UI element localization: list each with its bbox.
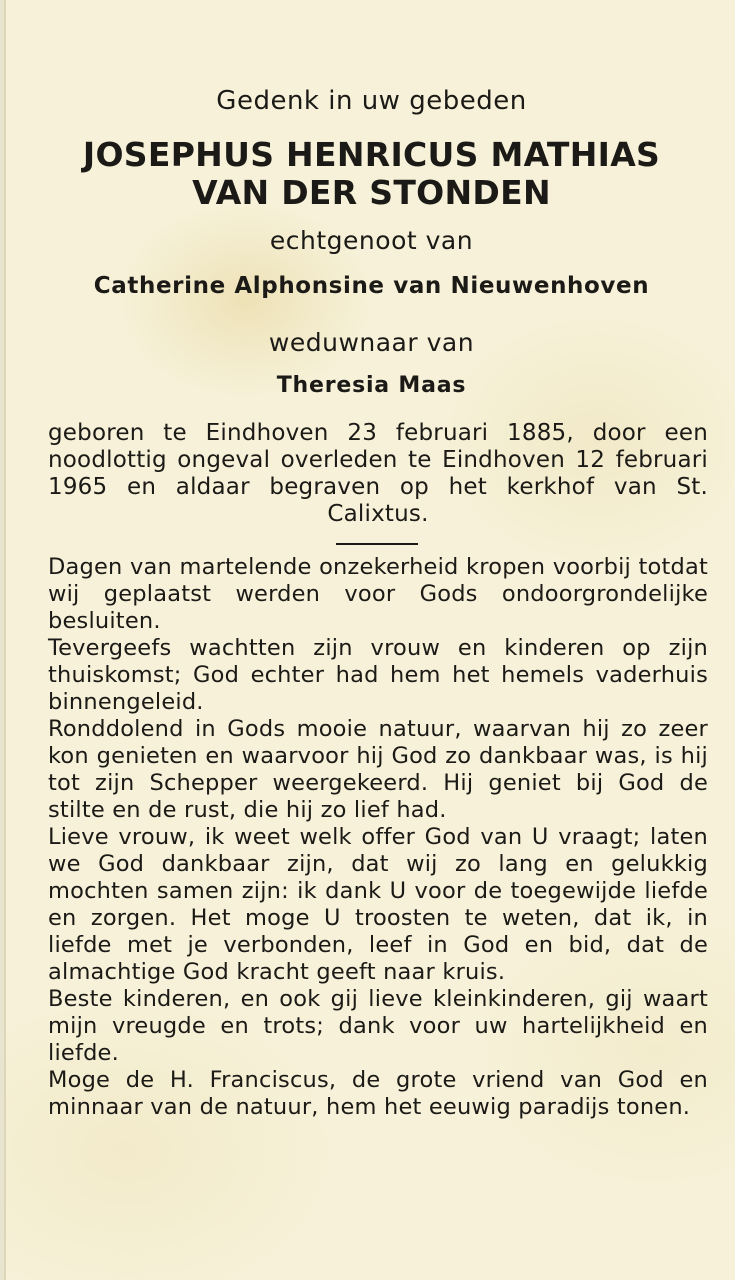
paragraph: Beste kinderen, en ook gij lieve kleinkinderen, gij waart mijn vreugde en trots; dank voor uw hartelijkheid en liefde. xyxy=(48,986,708,1066)
widower-label: weduwnaar van xyxy=(268,328,475,357)
divider-line xyxy=(336,543,418,545)
spouse-name: Catherine Alphonsine van Nieuwenhoven xyxy=(93,273,650,299)
spouse-label: echtgenoot van xyxy=(269,226,474,255)
previous-spouse-name: Theresia Maas xyxy=(276,373,467,398)
deceased-name xyxy=(6,136,735,212)
memorial-text xyxy=(48,554,708,1121)
intro-text: Gedenk in uw gebeden xyxy=(216,86,527,116)
paragraph: Tevergeefs wachtten zijn vrouw en kinderen op zijn thuiskomst; God echter had hem het hemels vaderhuis binnengeleid. xyxy=(48,635,708,715)
memorial-card xyxy=(4,0,735,1280)
paragraph: Dagen van martelende onzekerheid kropen voorbij totdat wij geplaatst werden voor Gods ondoorgrondelijke besluiten. xyxy=(48,554,708,634)
paragraph: Moge de H. Franciscus, de grote vriend van God en minnaar van de natuur, hem het eeuwig paradijs tonen. xyxy=(48,1067,708,1120)
deceased-name-line-2: VAN DER STONDEN xyxy=(192,173,551,212)
biography: geboren te Eindhoven 23 februari 1885, door een noodlottig ongeval overleden te Eindhoven 12 februari 1965 en aldaar begraven op het kerkhof van St. Calixtus. xyxy=(48,420,708,527)
paragraph: Ronddolend in Gods mooie natuur, waarvan hij zo zeer kon genieten en waarvoor hij God zo dankbaar was, is hij tot zijn Schepper weergekeerd. Hij geniet bij God de stilte en de rust, die hij zo lief had. xyxy=(48,716,708,823)
paragraph: Lieve vrouw, ik weet welk offer God van U vraagt; laten we God dankbaar zijn, dat wij zo lang en gelukkig mochten samen zijn: ik dank U voor de toegewijde liefde en zorgen. Het moge U troosten te weten, dat ik, in liefde met je verbonden, leef in God en bid, dat de almachtige God kracht geeft naar kruis. xyxy=(48,824,708,985)
deceased-name-line-1: JOSEPHUS HENRICUS MATHIAS xyxy=(82,135,661,174)
